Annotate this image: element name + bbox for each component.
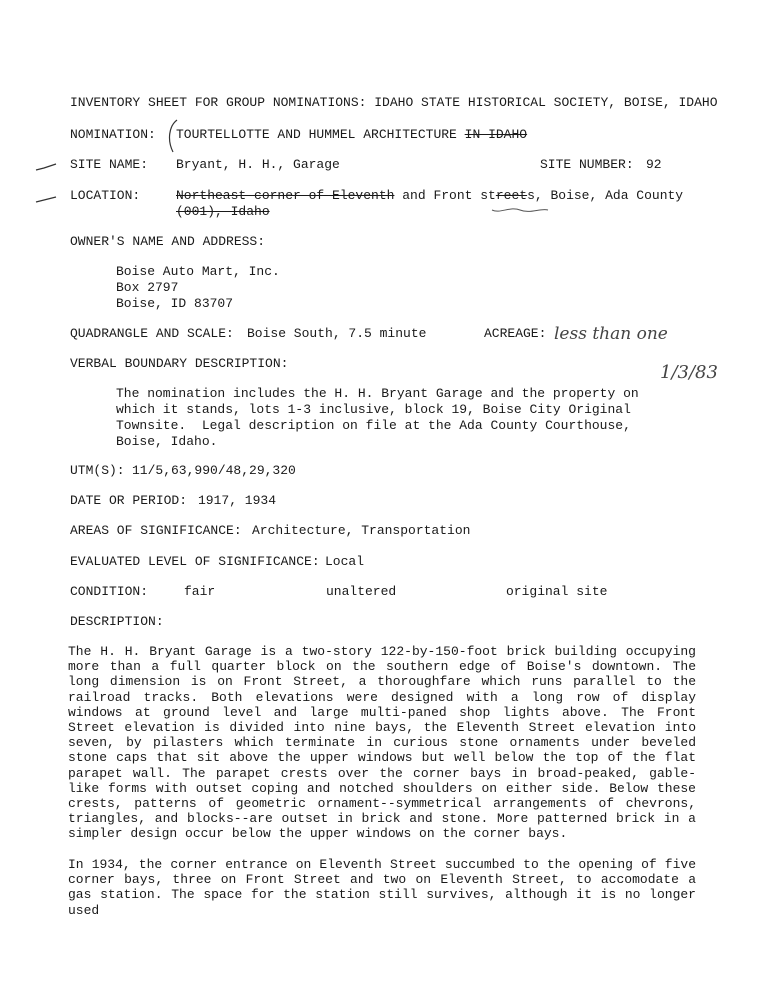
hand-squiggle-mark [490,204,550,216]
quadrangle-label: QUADRANGLE AND SCALE: [70,326,234,341]
owner-label: OWNER'S NAME AND ADDRESS: [70,234,266,249]
verbal-boundary-line-1: The nomination includes the H. H. Bryant Garage and the property on [116,386,639,401]
site-name-value: Bryant, H. H., Garage [176,157,340,172]
acreage-handwritten: less than one [554,324,668,344]
site-number-label: SITE NUMBER: [540,157,634,172]
nomination-value [176,127,527,143]
condition-fair: fair [184,584,216,599]
location-text-1: and Front st [394,188,496,203]
site-number-value: 92 [646,157,662,172]
verbal-boundary-line-3: Townsite. Legal description on file at the Ada County Courthouse, [116,418,631,433]
location-text-2: s, Boise, Ada County [527,188,684,203]
verbal-boundary-label: VERBAL BOUNDARY DESCRIPTION: [70,356,289,371]
utm-value: 11/5,63,990/48,29,320 [132,463,296,478]
verbal-boundary-line-4: Boise, Idaho. [116,434,218,449]
date-value: 1917, 1934 [198,493,277,508]
description-label: DESCRIPTION: [70,614,164,629]
location-struck-1: Northeast corner of Eleventh [176,188,395,203]
areas-label: AREAS OF SIGNIFICANCE: [70,523,242,538]
location-label: LOCATION: [70,188,141,203]
owner-line-2: Box 2797 [116,280,179,295]
condition-original-site: original site [506,584,608,599]
sheet-header: INVENTORY SHEET FOR GROUP NOMINATIONS: IDAHO STATE HISTORICAL SOCIETY, BOISE, IDAHO [70,95,718,110]
level-label: EVALUATED LEVEL OF SIGNIFICANCE: [70,554,320,569]
areas-value: Architecture, Transportation [252,523,471,538]
location-struck-3: (001), Idaho [176,204,270,219]
owner-line-1: Boise Auto Mart, Inc. [116,264,280,279]
acreage-label: ACREAGE: [484,326,547,341]
nomination-label: NOMINATION: [70,127,156,142]
location-line-1 [176,188,683,204]
utm-label: UTM(S): [70,463,125,478]
description-paragraph-2: In 1934, the corner entrance on Eleventh Street succumbed to the opening of five corner bays, three on Front Street and two on Eleventh Street, to accomodate a gas station. The space for the station still survives, although it is no longer used [68,857,696,918]
owner-line-3: Boise, ID 83707 [116,296,234,311]
nomination-struck: IN IDAHO [464,127,528,142]
quadrangle-value: Boise South, 7.5 minute [247,326,427,341]
nomination-name: TOURTELLOTTE AND HUMMEL ARCHITECTURE [176,127,457,142]
condition-unaltered: unaltered [326,584,397,599]
date-label: DATE OR PERIOD: [70,493,188,508]
description-paragraph-1: The H. H. Bryant Garage is a two-story 122-by-150-foot brick building occupying more than a full quarter block on the southern edge of Boise's downtown. The long dimension is on Front Street, a thoroughfare which runs parallel to the railroad tracks. Both elevations were designed with a long row of display windows at ground level and large multi-paned shop lights above. The Front Street elevation is divided into nine bays, the Eleventh Street elevation into seven, by pilasters which terminate in curious stone ornaments under beveled stone caps that sit above the upper windows but well below the top of the flat parapet wall. The parapet crests over the corner bays in broad-peaked, gable-like forms with outset coping and notched shoulders on either side. Below these crests, patterns of geometric ornament--symmetrical arrangements of chevrons, triangles, and blocks--are outset in brick and stone. More patterned brick in a simpler design occur below the upper windows on the corner bays. [68,644,696,842]
condition-label: CONDITION: [70,584,149,599]
check-mark-2 [34,194,58,206]
acreage-date: 1/3/83 [660,362,718,383]
level-value: Local [325,554,365,569]
site-name-label: SITE NAME: [70,157,149,172]
location-struck-2: reet [495,188,528,203]
check-mark [34,162,58,174]
verbal-boundary-line-2: which it stands, lots 1-3 inclusive, block 19, Boise City Original [116,402,631,417]
